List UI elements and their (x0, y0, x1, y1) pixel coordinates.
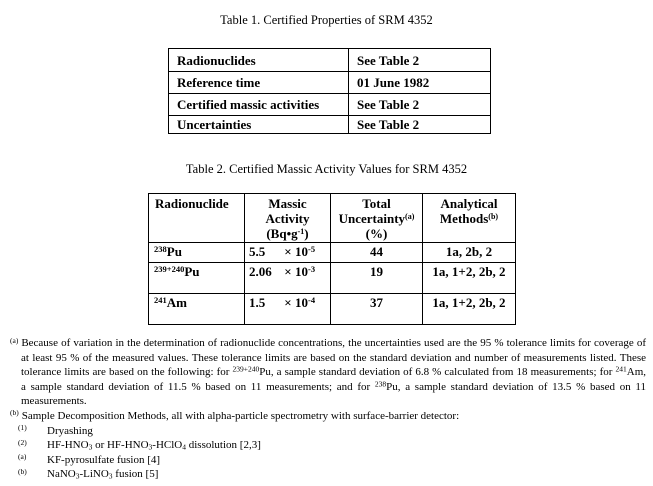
footnote-b-ref: (b) (488, 212, 499, 221)
property-cell: Uncertainties (169, 116, 349, 134)
table2-title: Table 2. Certified Massic Activity Values for SRM 4352 (185, 162, 468, 176)
header-line: Activity (265, 211, 310, 226)
certified-properties-table (168, 48, 491, 134)
massic-activity-cell: $2.06 \times 10^{-3}$ (245, 263, 331, 294)
isotope-mass: 239+240 (232, 364, 260, 374)
table1-title: Table 1. Certified Properties of SRM 4352 (220, 13, 433, 27)
massic-activity-cell: $5.5 \times 10^{-5}$ (245, 243, 331, 263)
methods-cell: 1a, 1+2, 2b, 2 (423, 294, 516, 325)
multiply-sign: × (284, 295, 292, 310)
massic-activity-table (148, 193, 516, 325)
method-marker: (a) (18, 452, 27, 462)
methods-cell: 1a, 2b, 2 (423, 243, 516, 263)
power-of-ten: $10^{-3}$ (295, 264, 316, 279)
value-cell: See Table 2 (349, 49, 491, 72)
multiply-sign: × (284, 244, 292, 259)
radionuclide-cell (149, 263, 245, 294)
isotope-mass: 238 (374, 379, 387, 389)
footnote-a: $^{(a)}$ Because of variation in the determination of radionuclide concentrations, the uncertainties used are the 95 % tolerance limits for coverage of at least 95 % of the measured values. These tolerance limits are based on the standard deviation and number of measurements listed. These tolerance limits are based on the following: for $^{239+240}$Pu, a sample standard deviation of 6.8 % calculated from 18 measurements; for $^{241}$Am, a sample standard deviation of 11.5 % based on 11 measurements; and for $^{238}$Pu, a sample standard deviation of 13.5 % based on 11 measurements. (10, 335, 647, 408)
header-total-uncertainty (331, 194, 423, 243)
table-row (149, 243, 516, 263)
header-line: Total (362, 196, 391, 211)
table-row (149, 294, 516, 325)
isotope-mass: 241 (154, 295, 167, 305)
header-radionuclide: Radionuclide (149, 194, 245, 243)
isotope-mass: 238 (154, 244, 167, 254)
header-line: Massic (268, 196, 307, 211)
power-of-ten: $10^{-5}$ (295, 244, 316, 259)
value-cell: See Table 2 (349, 116, 491, 134)
method-item: $^{(b)}$ NaNO$_3$-LiNO$_3$ fusion [5] (18, 466, 159, 481)
header-analytical-methods (423, 194, 516, 243)
header-line: Uncertainty$^{(a)}$ (338, 211, 415, 226)
method-marker: (1) (18, 423, 27, 433)
element-symbol: Pu (184, 264, 200, 279)
property-cell: Radionuclides (169, 49, 349, 72)
table-row (169, 116, 491, 134)
property-cell: Certified massic activities (169, 94, 349, 116)
footnote-a-ref: (a) (405, 212, 415, 221)
isotope-mass: 241 (615, 364, 627, 374)
method-item: $^{(2)}$ $HF-HNO_3$ or $HF-HNO_3-HClO_4$ dissolution [2,3] (18, 437, 261, 452)
footnote-b: $^{(b)}$ Sample Decomposition Methods, all with alpha-particle spectrometry with surface-barrier detector: (10, 408, 460, 422)
property-cell: Reference time (169, 72, 349, 94)
footnote-b-marker: (b) (10, 408, 19, 418)
method-marker: (2) (18, 437, 27, 447)
method-marker: (b) (18, 466, 27, 476)
method-item: $^{(a)}$ KF-pyrosulfate fusion [4] (18, 452, 161, 466)
radionuclide-cell (149, 243, 245, 263)
footnote-a-marker: (a) (10, 335, 19, 345)
header-line: Analytical (440, 196, 498, 211)
footnotes-section (10, 336, 646, 482)
header-unit: $(Bq•g^{-1})$ (266, 226, 309, 241)
element-symbol: Am (166, 295, 187, 310)
power-of-ten: $10^{-4}$ (295, 295, 316, 310)
header-line: (%) (365, 226, 388, 241)
header-line: Methods$^{(b)}$ (439, 211, 499, 226)
header-row (149, 194, 516, 243)
table-row (169, 94, 491, 116)
element-symbol: Pu (166, 244, 182, 259)
massic-activity-cell: $1.5 \times 10^{-4}$ (245, 294, 331, 325)
uncertainty-cell: 44 (331, 243, 423, 263)
header-massic-activity (245, 194, 331, 243)
table-row (169, 72, 491, 94)
radionuclide-cell (149, 294, 245, 325)
method-list (10, 424, 646, 482)
table-row (169, 49, 491, 72)
method-item: $^{(1)}$ Dryashing (18, 423, 93, 437)
uncertainty-cell: 19 (331, 263, 423, 294)
value-cell: See Table 2 (349, 94, 491, 116)
multiply-sign: × (284, 264, 292, 279)
value-cell: 01 June 1982 (349, 72, 491, 94)
table-row (149, 263, 516, 294)
methods-cell: 1a, 1+2, 2b, 2 (423, 263, 516, 294)
isotope-mass: 239+240 (154, 264, 185, 274)
uncertainty-cell: 37 (331, 294, 423, 325)
